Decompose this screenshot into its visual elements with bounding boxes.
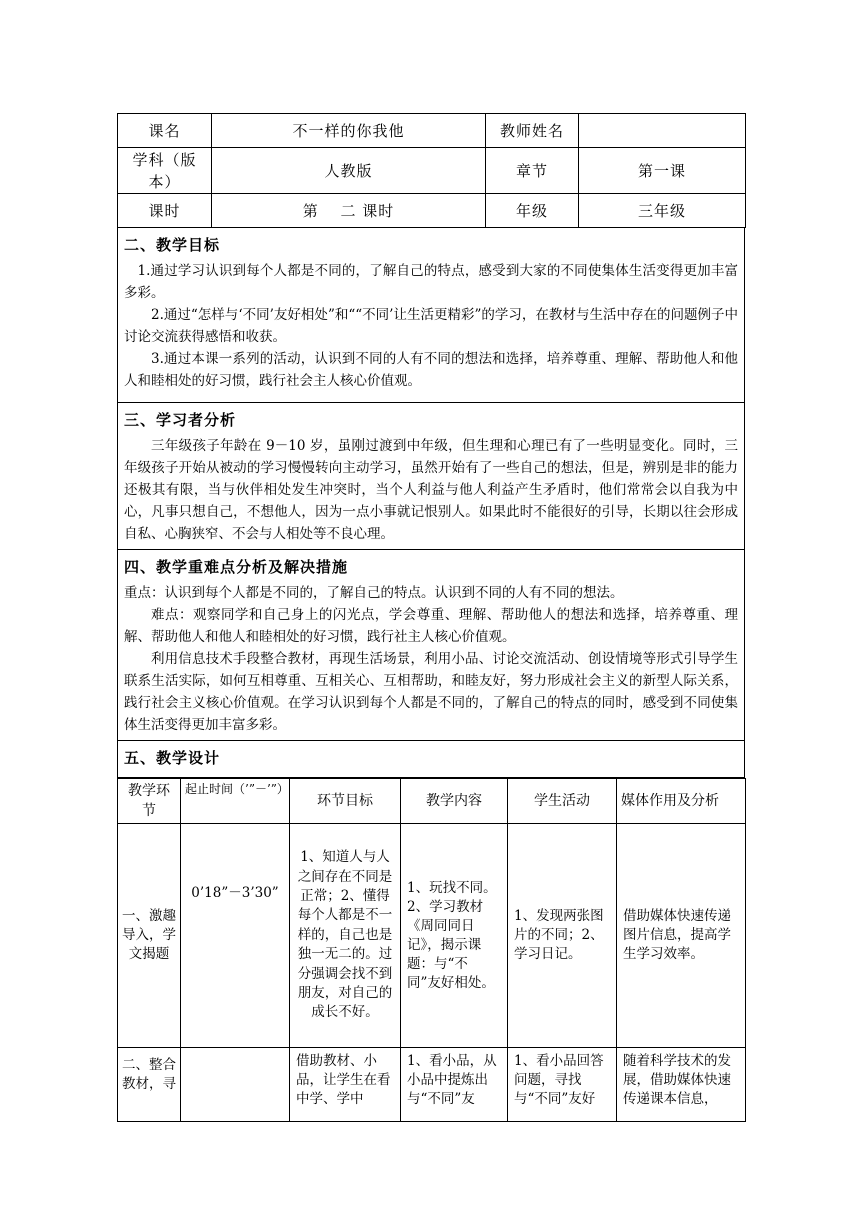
lesson-plan-document <box>117 113 745 1122</box>
header-media: 媒体作用及分析 <box>617 779 746 824</box>
subject-value: 人教版 <box>212 148 486 194</box>
table-row <box>118 824 746 1048</box>
teaching-goals-title: 二、教学目标 <box>124 236 221 254</box>
goal-item-2: 2.通过“怎样与‘不同’友好相处”和““不同’让生活更精彩”的学习，在教材与生活中存在的问题例子中讨论交流获得感悟和收获。 <box>124 307 738 345</box>
grade-value: 三年级 <box>579 194 746 228</box>
period-value: 第 二 课时 <box>212 194 486 228</box>
teacher-value <box>579 114 746 148</box>
row2-time <box>181 1048 290 1122</box>
key-point-text: 重点：认识到每个人都是不同的，了解自己的特点。认识到不同的人有不同的想法。 <box>124 585 624 601</box>
row1-activity: 1、发现两张图片的不同；2、学习日记。 <box>508 824 617 1048</box>
teaching-design-table <box>117 778 746 1122</box>
header-activity: 学生活动 <box>508 779 617 824</box>
key-points-section <box>118 550 745 741</box>
row2-activity: 1、看小品回答问题，寻找与“不同”友好 <box>508 1048 617 1122</box>
learner-analysis-title: 三、学习者分析 <box>124 411 237 429</box>
period-label: 课时 <box>118 194 212 228</box>
difficult-point-text: 难点：观察同学和自己身上的闪光点，学会尊重、理解、帮助他人的想法和选择，培养尊重、理解、帮助他人和他人和睦相处的好习惯，践行社主人核心价值观。 <box>124 607 738 645</box>
header-content: 教学内容 <box>401 779 508 824</box>
row2-goal: 借助教材、小品，让学生在看中学、学中 <box>290 1048 401 1122</box>
goal-item-3: 3.通过本课一系列的活动，认识到不同的人有不同的想法和选择，培养尊重、理解、帮助他人和他人和睦相处的好习惯，践行社会主人核心价值观。 <box>124 351 738 389</box>
row1-goal: 1、知道人与人之间存在不同是正常；2、懂得每个人都是不一样的，自己也是独一无二的。过分强调会找不到朋友，对自己的成长不好。 <box>290 824 401 1048</box>
header-goal: 环节目标 <box>290 779 401 824</box>
learner-analysis-text: 三年级孩子年龄在 9－10 岁，虽刚过渡到中年级，但生理和心理已有了一些明显变化。同时，三年级孩子开始从被动的学习慢慢转向主动学习，虽然开始有了一些自己的想法，但是，辨别是非的能力还极其有限，当与伙伴相处发生冲突时，当个人利益与他人利益产生矛盾时，他们常常会以自我为中心，凡事只想自己，不想他人，因为一点小事就记恨别人。如果此时不能很好的引导，长期以往会形成自私、心胸狭窄、不会与人相处等不良心理。 <box>124 438 738 542</box>
course-value: 不一样的你我他 <box>212 114 486 148</box>
row1-stage: 一、激趣导入，学文揭题 <box>118 824 181 1048</box>
chapter-label: 章节 <box>486 148 579 194</box>
row2-stage: 二、整合教材，寻 <box>118 1048 181 1122</box>
subject-label: 学科（版本） <box>118 148 212 194</box>
teaching-goals-section <box>118 228 745 403</box>
solution-text: 利用信息技术手段整合教材，再现生活场景，利用小品、讨论交流活动、创设情境等形式引导学生联系生活实际，如何互相尊重、互相关心、互相帮助，和睦友好，努力形成社会主义的新型人际关系，践行社会主义核心价值观。在学习认识到每个人都是不同的，了解自己的特点的同时，感受到不同使集体生活变得更加丰富多彩。 <box>124 651 738 733</box>
row2-content: 1、看小品，从小品中提炼出与“不同”友 <box>401 1048 508 1122</box>
design-section-header <box>118 741 745 778</box>
row1-content: 1、玩找不同。2、学习教材《周同同日记》，揭示课题：与“不同”友好相处。 <box>401 824 508 1048</box>
key-points-title: 四、教学重难点分析及解决措施 <box>124 558 349 576</box>
row2-media: 随着科学技术的发展，借助媒体快速传递课本信息， <box>617 1048 746 1122</box>
design-title: 五、教学设计 <box>124 749 221 767</box>
grade-label: 年级 <box>486 194 579 228</box>
header-time: 起止时间（’”－’”） <box>181 779 290 824</box>
table-row <box>118 1048 746 1122</box>
teacher-label: 教师姓名 <box>486 114 579 148</box>
row1-media: 借助媒体快速传递图片信息，提高学生学习效率。 <box>617 824 746 1048</box>
header-stage: 教学环节 <box>118 779 181 824</box>
row1-time: 0’18”－3’30” <box>181 824 290 1048</box>
learner-analysis-section <box>118 403 745 550</box>
basic-info-table <box>117 113 746 228</box>
sections-table <box>117 228 745 778</box>
goal-item-1: 1.通过学习认识到每个人都是不同的，了解自己的特点，感受到大家的不同使集体生活变得更加丰富多彩。 <box>124 263 738 301</box>
chapter-value: 第一课 <box>579 148 746 194</box>
course-label: 课名 <box>118 114 212 148</box>
